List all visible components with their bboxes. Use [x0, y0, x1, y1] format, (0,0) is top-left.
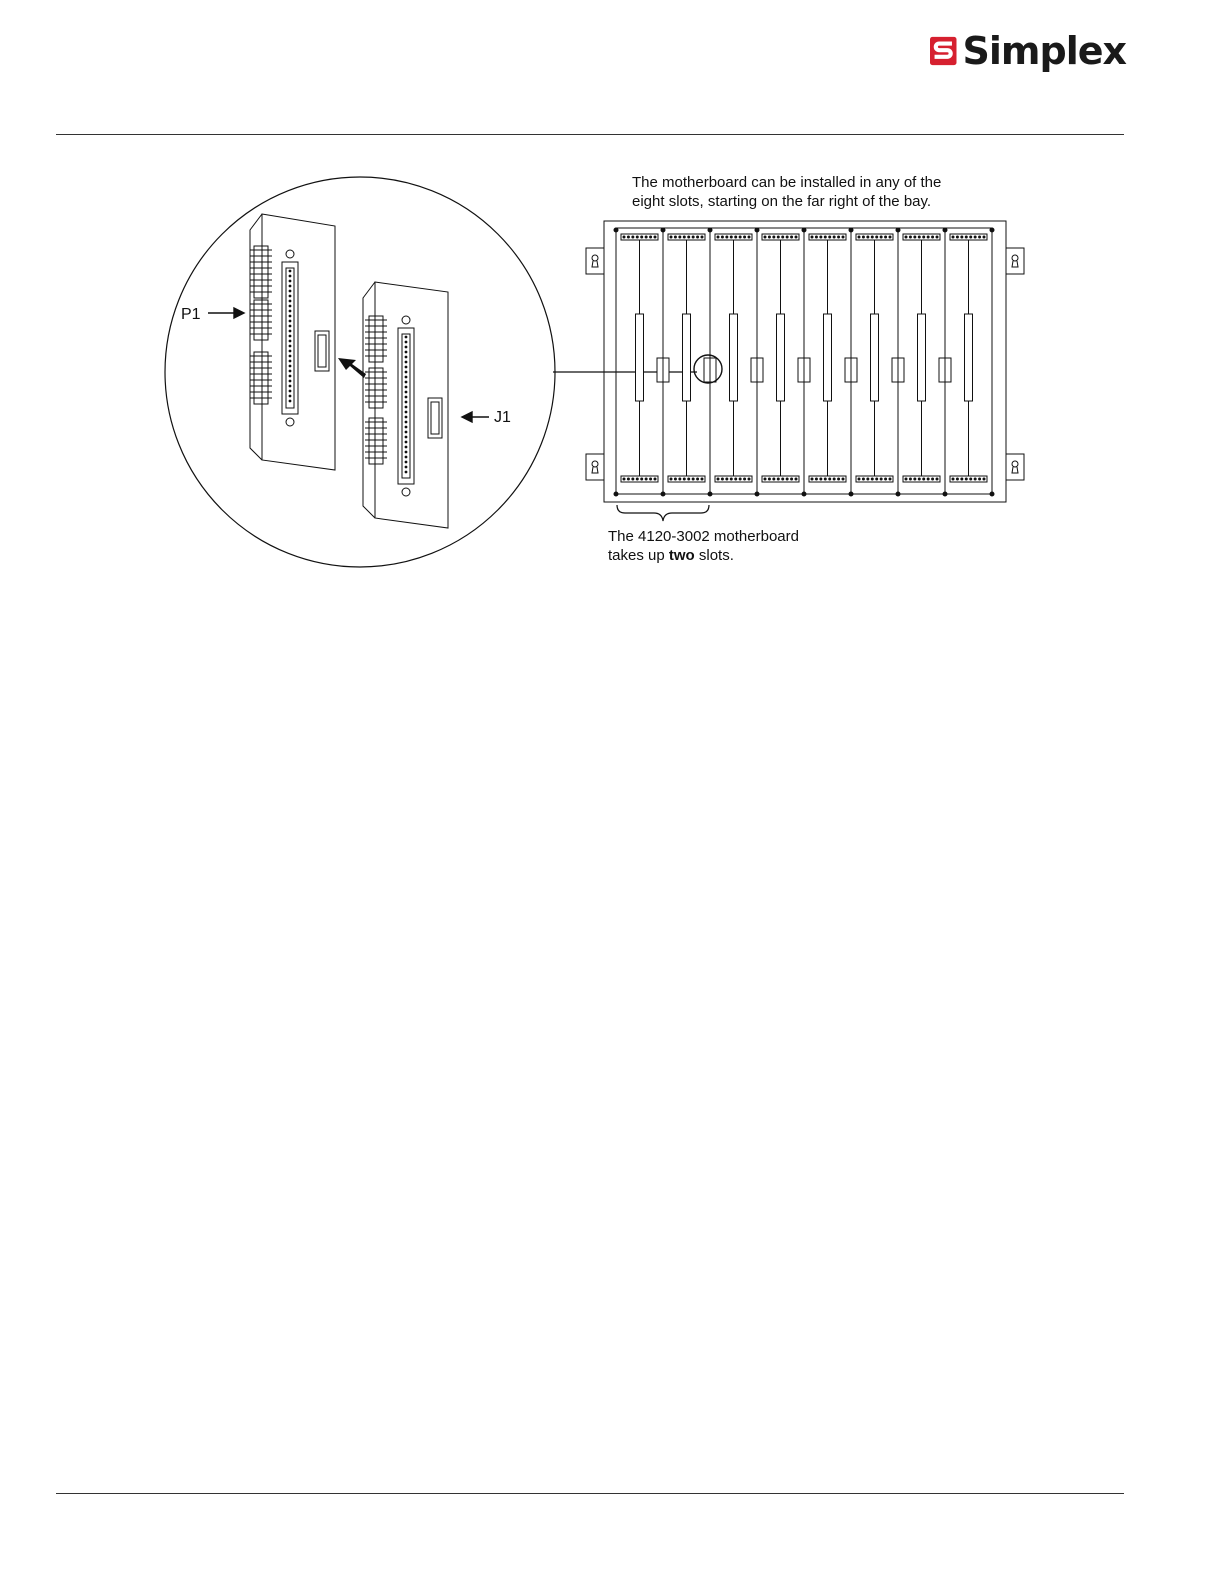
keyhole-icon [1012, 461, 1018, 473]
footer-rule [56, 1493, 1124, 1494]
pin-header [250, 246, 272, 298]
keyhole-icon [1012, 255, 1018, 267]
keyhole-icon [592, 461, 598, 473]
caption-bottom-pre: takes up [608, 547, 669, 564]
pin-header [365, 368, 387, 408]
j1-arrow-icon [462, 412, 489, 422]
caption-bottom-line-1: The 4120-3002 motherboard [608, 528, 799, 545]
label-j1: J1 [494, 409, 511, 426]
p1-arrow-icon [208, 308, 244, 318]
bay-slot [614, 228, 669, 496]
pin-header [365, 418, 387, 464]
long-edge-connector [282, 250, 298, 426]
long-edge-connector [398, 316, 414, 496]
insert-arrow-icon [338, 358, 366, 378]
p1-connector [315, 331, 329, 371]
keyhole-icon [592, 255, 598, 267]
brand-name: Simplex [962, 29, 1126, 73]
pin-header [250, 352, 272, 404]
caption-top-line-2: eight slots, starting on the far right of the bay. [632, 193, 932, 210]
two-slot-brace [617, 505, 709, 521]
pin-header [250, 300, 272, 340]
caption-bottom-post: slots. [694, 547, 734, 564]
j1-connector [428, 398, 442, 438]
caption-top-line-1: The motherboard can be installed in any of the [632, 174, 942, 191]
pin-header [365, 316, 387, 362]
caption-bottom-bold: two [668, 547, 695, 564]
label-p1: P1 [181, 306, 201, 323]
